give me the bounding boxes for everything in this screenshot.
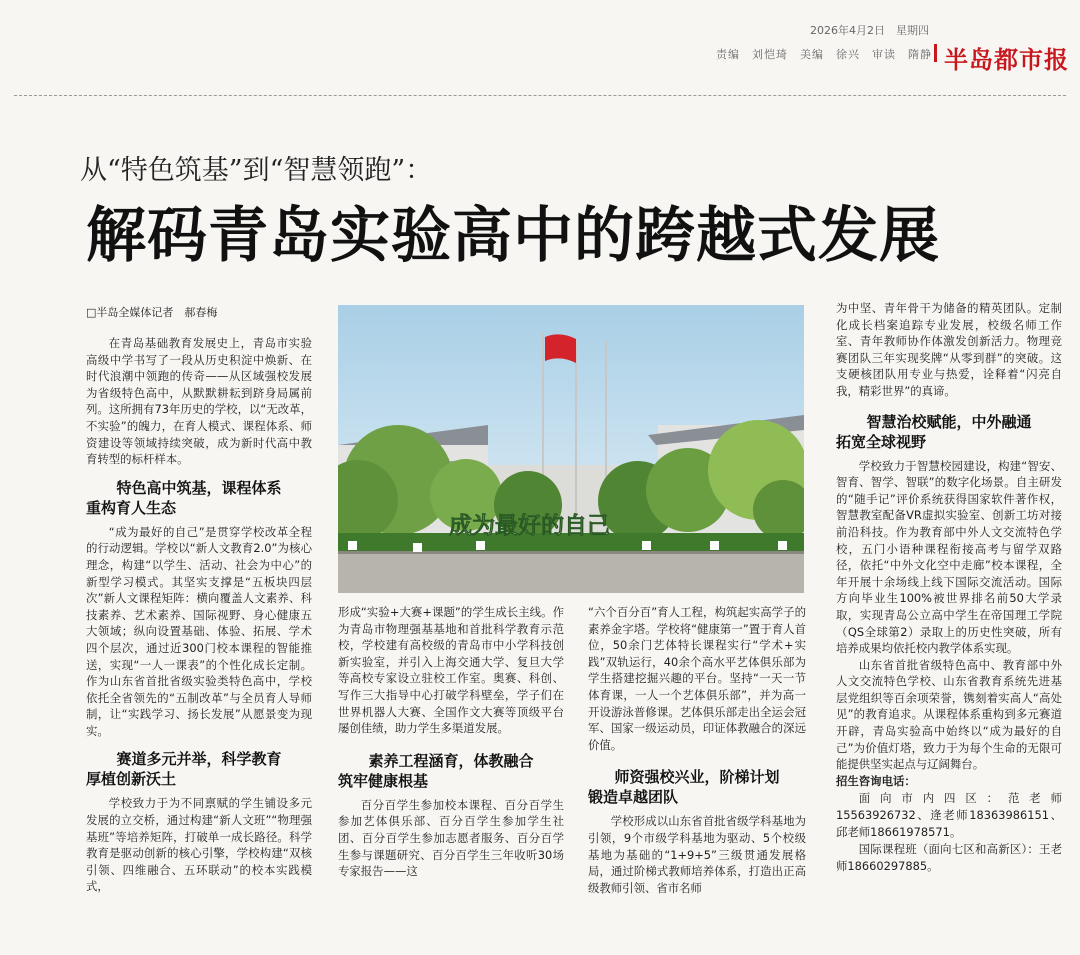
column-3-paragraph: “六个百分百”育人工程，构筑起实高学子的素养金字塔。学校将“健康第一”置于育人首位，50余门艺体特长课程实行“学术+实践”双轨运行，40余个高水平艺体俱乐部为学生搭建挖掘兴趣的平台。坚持“一天一节体育课，一人一个艺体俱乐部”，并为高一开设游泳普修课。艺体俱乐部走出全运会冠军、国家一级运动员，印证体教融合的深远价值。: [588, 605, 806, 752]
section-heading-2-line1: 赛道多元并举，科学教育: [116, 750, 282, 769]
editor-credit: 责编 刘恺琦: [716, 48, 788, 61]
section-heading-4: [588, 767, 806, 807]
section-heading-1-line2: 重构育人生态: [86, 498, 177, 517]
school-photo: [338, 305, 804, 593]
section-heading-2-line2: 厚植创新沃土: [86, 770, 177, 789]
section-heading-5-line1: 智慧治校赋能，中外融通: [866, 412, 1032, 431]
column-4: [836, 300, 1062, 947]
issue-date: [810, 22, 929, 38]
closing-paragraph: 山东省首批省级特色高中、教育部中外人文交流特色学校、山东省教育系统先进基层党组织等百余项荣誉，镌刻着实高人“高处见”的教育追求。从课程体系重构到多元赛道开辟，青岛实验高中始终以“成为最好的自己”为价值灯塔，致力于为每个生命的无限可能提供坚实起点与辽阔舞台。: [836, 657, 1062, 772]
section-heading-1: [86, 478, 312, 518]
school-photo-illustration: [338, 305, 804, 593]
section-heading-2: [86, 749, 312, 789]
logo-divider: [934, 44, 937, 62]
byline: □半岛全媒体记者 郝春梅: [86, 306, 218, 319]
reviewer-credit: 审读 隋静: [872, 48, 932, 61]
column-3: [588, 604, 806, 947]
section-heading-1-line1: 特色高中筑基，课程体系: [116, 478, 282, 497]
section-heading-3: [338, 751, 564, 791]
contact-line-2: 国际课程班（面向七区和高新区）：王老师18660297885。: [836, 841, 1062, 873]
section-4-paragraph: 学校形成以山东省首批省级学科基地为引领，9个市级学科基地为驱动、5个校级基地为基础的“1+9+5”三级贯通发展格局，通过阶梯式教师培养体系，打造出正高级教师引领、省市名师: [588, 814, 806, 895]
contact-heading: 招生咨询电话：: [836, 773, 916, 788]
weekday-text: 星期四: [896, 24, 929, 37]
designer-credit: 美编 徐兴: [800, 48, 860, 61]
section-heading-4-line1: 师资强校兴业，阶梯计划: [614, 768, 780, 787]
section-heading-5-line2: 拓宽全球视野: [836, 432, 927, 451]
article-title: 解码青岛实验高中的跨越式发展: [86, 201, 940, 271]
photo-slogan: 成为最好的自己: [449, 513, 610, 539]
column-1: [86, 335, 312, 947]
column-2: [338, 604, 564, 947]
section-3-paragraph: 百分百学生参加校本课程、百分百学生参加艺体俱乐部、百分百学生参加学生社团、百分百学生参加志愿者服务、百分百学生参与课题研究、百分百学生三年收听30场专家报告——这: [338, 797, 564, 879]
staff-credits: [716, 46, 932, 62]
section-5-paragraph: 学校致力于智慧校园建设，构建“智安、智育、智学、智联”的数字化场景。自主研发的“随手记”评价系统获得国家软件著作权，智慧教室配备VR虚拟实验室、创新工坊对接前沿科技。作为教育部中外人文交流特色学校，五门小语种课程衔接高考与留学双路径，依托“中外文化空中走廊”校本课程，全年开展十余场线上线下国际交流活动。国际方向毕业生100%被世界排名前50大学录取，实现青岛公立高中学生在帝国理工学院（QS全球第2）录取上的历史性突破，所有培养成果均依托校内教学体系实现。: [836, 458, 1062, 656]
intro-paragraph: 在青岛基础教育发展史上，青岛市实验高级中学书写了一段从历史积淀中焕新、在时代浪潮中领跑的传奇——从区域强校发展为省级特色高中，从默默耕耘到跻身局属前列。这所拥有73年历史的学校，以“无改革，不实验”的魄力，在育人模式、课程体系、师资建设等领域持续突破，成为新时代高中教育转型的标杆样本。: [86, 336, 312, 467]
contact-block: [836, 773, 1062, 875]
date-text: 2026年4月2日: [810, 24, 885, 37]
newspaper-logo: 半岛都市报: [944, 45, 1069, 74]
section-1-paragraph: “成为最好的自己”是贯穿学校改革全程的行动逻辑。学校以“新人文教育2.0”为核心理念，构建“以学生、活动、社会为中心”的新型学习模式。其坚实支撑是“五板块四层次”新人文课程矩阵：横向覆盖人文素养、科技素养、艺术素养、国际视野、身心健康五大领域；纵向设置基础、体验、拓展、学术四个层次，通过近300门校本课程的智能推送，实现“一人一课表”的个性化成长定制。作为山东省首批省级实验类特色高中，学校依托全省领先的“五制改革”与全员育人导师制，让“实践学习、扬长发展”从愿景变为现实。: [86, 524, 312, 738]
section-heading-3-line1: 素养工程涵育，体教融合: [368, 751, 534, 770]
column-2-paragraph: 形成“实验+大赛+课题”的学生成长主线。作为青岛市物理强基基地和首批科学教育示范校，学校建有高校级的青岛市中小学科技创新实验室，并引入上海交通大学、复旦大学等高校专家设立驻校工作室。奥赛、科创、写作三大指导中心打破学科壁垒，学子们在世界机器人大赛、全国作文大赛等顶级平台屡创佳绩，助力学生多渠道发展。: [338, 605, 564, 736]
column-4-paragraph: 为中坚、青年骨干为储备的精英团队。定制化成长档案追踪专业发展，校级名师工作室、青年教师协作体激发创新活力。物理竞赛团队三年实现奖牌“从零到群”的突破。这支硬核团队用专业与热爱，诠释着“闪亮自我，精彩世界”的真谛。: [836, 301, 1062, 398]
header-rule: [14, 95, 1066, 96]
contact-line-1: 面向市内四区：范老师15563926732、逄老师18363986151、邱老师18661978571。: [836, 790, 1062, 839]
section-heading-3-line2: 筑牢健康根基: [338, 771, 429, 790]
section-heading-5: [836, 412, 1062, 452]
article-kicker: 从“特色筑基”到“智慧领跑”：: [80, 155, 433, 186]
section-heading-4-line2: 锻造卓越团队: [588, 788, 679, 807]
section-2-paragraph: 学校致力于为不同禀赋的学生铺设多元发展的立交桥，通过构建“新人文班”“物理强基班”等培养矩阵，打破单一成长路径。科学教育是驱动创新的核心引擎，学校构建“双核引领、四维融合、五环联动”的校本实践模式，: [86, 796, 312, 894]
